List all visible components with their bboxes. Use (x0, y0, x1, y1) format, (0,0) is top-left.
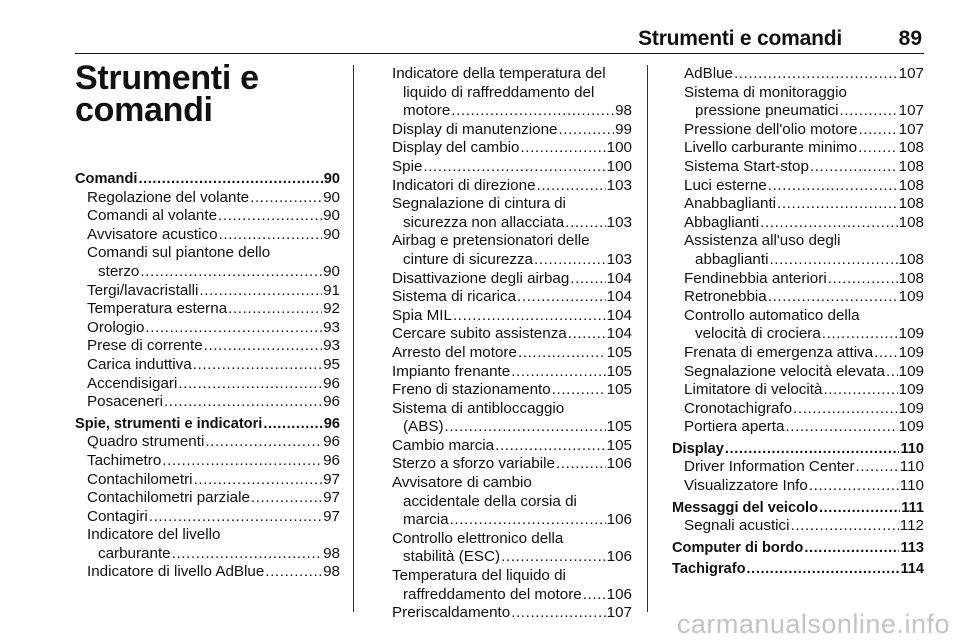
toc-entry[interactable] (672, 477, 924, 496)
toc-entry-page: 108 (898, 195, 924, 213)
toc-entry-page: 106 (606, 511, 632, 529)
toc-entry-label: Disattivazione degli airbag (392, 269, 570, 287)
toc-entry-label: Indicatore del livello (87, 526, 221, 544)
toc-leader-dots (501, 548, 606, 567)
running-head (75, 27, 924, 54)
toc-leader-dots (537, 177, 606, 196)
toc-section-entry[interactable] (672, 560, 924, 579)
toc-entry-page: 108 (898, 176, 924, 194)
toc-entry-label: Indicatori di direzione (392, 176, 536, 194)
toc-entry-label: Controllo elettronico della (392, 529, 564, 547)
toc-entry-page: 114 (900, 561, 924, 578)
toc-leader-dots (517, 288, 606, 307)
toc-entry[interactable] (672, 381, 924, 400)
toc-entry-label: Comandi al volante (87, 207, 218, 225)
watermark: carmanualsonline.info (676, 609, 950, 639)
toc-entry-label: Luci esterne (684, 176, 767, 194)
toc-entry-label: Tachimetro (87, 451, 162, 469)
toc-entry-page: 109 (898, 399, 924, 417)
toc-entry-label: motore (403, 102, 451, 120)
toc-entry-page: 107 (898, 120, 924, 138)
toc-entry-label: sicurezza non allacciata (403, 213, 565, 231)
toc-entry-page: 107 (606, 604, 632, 622)
toc-entry-page: 99 (615, 120, 632, 138)
toc-entry[interactable] (672, 288, 924, 307)
toc-entry[interactable] (75, 189, 340, 208)
toc-entry-page: 104 (606, 288, 632, 306)
toc-entry-label: Comandi sul piantone dello (87, 244, 271, 262)
toc-leader-dots (250, 189, 322, 208)
toc-entry[interactable] (75, 489, 340, 508)
toc-entry-label: abbaglianti (695, 250, 769, 268)
toc-entry[interactable] (75, 337, 340, 356)
toc-entry-page: 110 (899, 477, 924, 495)
toc-leader-dots (858, 121, 897, 140)
toc-leader-dots (725, 440, 900, 459)
toc-entry[interactable] (672, 177, 924, 196)
toc-entry[interactable] (380, 65, 632, 121)
toc-entry-page: 110 (900, 440, 924, 457)
toc-leader-dots (858, 139, 898, 158)
toc-entry-label: Display (672, 440, 724, 457)
toc-leader-dots (822, 325, 898, 344)
toc-entry-label: Display di manutenzione (392, 120, 558, 138)
toc-entry[interactable] (672, 270, 924, 289)
toc-leader-dots (511, 363, 605, 382)
toc-leader-dots (804, 539, 899, 558)
toc-entry-page: 90 (323, 188, 340, 206)
toc-entry-page: 109 (898, 288, 924, 306)
toc-entry-page: 108 (898, 269, 924, 287)
toc-entry-label: Spie, strumenti e indicatori (75, 415, 263, 432)
toc-entry-label: Abbaglianti (684, 213, 760, 231)
toc-entry-page: 97 (323, 470, 340, 488)
toc-entry-label: Temperatura esterna (87, 300, 228, 318)
toc-entry[interactable] (75, 244, 340, 281)
toc-leader-dots (568, 325, 606, 344)
toc-leader-dots (162, 452, 322, 471)
toc-entry-label: stabilità (ESC) (403, 548, 501, 566)
chapter-title-line: comandi (75, 91, 213, 129)
toc-entry[interactable] (380, 158, 632, 177)
toc-column-1 (75, 170, 340, 582)
toc-leader-dots (445, 418, 606, 437)
toc-leader-dots (760, 214, 898, 233)
toc-entry-label: Contachilometri (87, 470, 193, 488)
toc-leader-dots (511, 604, 605, 623)
toc-entry[interactable] (380, 567, 632, 604)
toc-entry[interactable] (380, 270, 632, 289)
toc-entry-page: 96 (323, 433, 340, 451)
toc-leader-dots (777, 195, 898, 214)
toc-entry[interactable] (672, 363, 924, 382)
toc-entry-page: 107 (898, 65, 924, 82)
toc-entry-label: Controllo automatico della (684, 306, 860, 324)
toc-leader-dots (809, 477, 899, 496)
toc-entry[interactable] (672, 214, 924, 233)
toc-entry-page: 90 (323, 171, 340, 187)
toc-entry-page: 98 (615, 102, 632, 120)
toc-entry-label: Sistema di ricarica (392, 288, 517, 306)
toc-entry-label: Segnalazione di cintura di (392, 195, 566, 213)
toc-leader-dots (164, 393, 322, 412)
toc-entry-label: Segnali acustici (684, 517, 790, 535)
toc-leader-dots (583, 586, 606, 605)
toc-leader-dots (556, 455, 606, 474)
toc-entry[interactable] (75, 526, 340, 563)
toc-entry-label: carburante (98, 544, 171, 562)
toc-leader-dots (265, 563, 322, 582)
toc-section-entry[interactable] (75, 415, 340, 434)
toc-entry[interactable] (75, 508, 340, 527)
toc-entry[interactable] (380, 474, 632, 530)
toc-entry-page: 105 (606, 381, 632, 399)
toc-entry[interactable] (672, 418, 924, 437)
toc-leader-dots (840, 102, 898, 121)
toc-entry-page: 113 (900, 539, 924, 556)
toc-entry-page: 104 (606, 269, 632, 287)
toc-entry-page: 104 (606, 306, 632, 324)
toc-entry[interactable] (672, 84, 924, 121)
toc-entry[interactable] (380, 139, 632, 158)
toc-entry-label: Impianto frenante (392, 362, 511, 380)
toc-leader-dots (423, 158, 605, 177)
toc-entry-label: Avvisatore di cambio (392, 474, 532, 492)
toc-entry[interactable] (75, 207, 340, 226)
toc-entry-page: 100 (606, 157, 632, 175)
toc-entry-label: Indicatore della temperatura del (392, 65, 606, 82)
toc-leader-dots (218, 207, 322, 226)
toc-entry[interactable] (672, 139, 924, 158)
toc-entry[interactable] (672, 458, 924, 477)
toc-entry-label: Accendisigari (87, 374, 178, 392)
toc-entry-page: 95 (323, 355, 340, 373)
toc-entry-label: Posaceneri (87, 393, 163, 411)
toc-entry-label: liquido di raffreddamento del (403, 83, 595, 101)
toc-entry-label: Display del cambio (392, 139, 520, 157)
toc-section-entry[interactable] (672, 499, 924, 518)
toc-leader-dots (785, 418, 897, 437)
toc-leader-dots (205, 433, 322, 452)
toc-entry[interactable] (75, 563, 340, 582)
toc-entry-page: 106 (606, 585, 632, 603)
toc-entry-page: 105 (606, 418, 632, 436)
toc-entry-page: 96 (323, 415, 340, 432)
toc-leader-dots (219, 226, 323, 245)
toc-entry[interactable] (380, 307, 632, 326)
toc-entry-label: Segnalazione velocità elevata (684, 362, 885, 380)
toc-entry[interactable] (75, 282, 340, 301)
toc-entry[interactable] (75, 471, 340, 490)
toc-leader-dots (518, 344, 606, 363)
toc-entry-label: Indicatore di livello AdBlue (87, 563, 265, 581)
toc-entry[interactable] (380, 325, 632, 344)
column-divider (353, 65, 354, 612)
toc-leader-dots (193, 356, 322, 375)
toc-section-entry[interactable] (672, 440, 924, 459)
toc-leader-dots (823, 381, 897, 400)
page-number: 89 (898, 27, 922, 50)
toc-entry-page: 108 (898, 250, 924, 268)
toc-entry-label: Sterzo a sforzo variabile (392, 455, 555, 473)
toc-entry-label: Quadro strumenti (87, 433, 205, 451)
toc-entry-page: 109 (898, 418, 924, 436)
toc-entry-label: Avvisatore acustico (87, 225, 218, 243)
toc-entry-label: Cercare subito assistenza (392, 325, 567, 343)
toc-entry-page: 104 (606, 325, 632, 343)
toc-entry-label: Prese di corrente (87, 337, 203, 355)
toc-entry[interactable] (380, 121, 632, 140)
toc-entry[interactable] (75, 356, 340, 375)
toc-leader-dots (520, 139, 605, 158)
toc-entry-page: 98 (323, 563, 340, 581)
toc-entry[interactable] (672, 65, 924, 84)
toc-entry-label: (ABS) (403, 418, 444, 436)
toc-entry[interactable] (380, 604, 632, 623)
toc-entry-page: 103 (606, 250, 632, 268)
toc-entry-page: 107 (898, 102, 924, 120)
toc-entry-label: Driver Information Center (684, 458, 855, 476)
toc-entry-label: Messaggi del veicolo (672, 499, 818, 516)
toc-leader-dots (768, 288, 898, 307)
toc-entry[interactable] (672, 517, 924, 536)
toc-entry[interactable] (380, 177, 632, 196)
toc-leader-dots (747, 560, 900, 579)
toc-leader-dots (138, 170, 322, 189)
toc-leader-dots (228, 300, 322, 319)
toc-leader-dots (570, 270, 605, 289)
toc-entry-label: Computer di bordo (672, 539, 804, 556)
toc-entry-page: 110 (899, 458, 924, 476)
toc-entry-label: Spie (392, 157, 423, 175)
toc-entry-label: Contachilometri parziale (87, 489, 250, 507)
toc-leader-dots (450, 511, 606, 530)
toc-entry-label: marcia (403, 511, 449, 529)
toc-leader-dots (886, 363, 898, 382)
toc-entry-page: 108 (898, 139, 924, 157)
toc-entry-label: Sistema Start-stop (684, 157, 809, 175)
toc-entry-label: Tachigrafo (672, 561, 746, 578)
toc-entry[interactable] (75, 433, 340, 452)
toc-leader-dots (874, 344, 898, 363)
toc-leader-dots (819, 499, 900, 518)
toc-entry-page: 108 (898, 157, 924, 175)
toc-entry-label: Limitatore di velocità (684, 381, 823, 399)
chapter-title (75, 59, 345, 129)
toc-leader-dots (149, 508, 322, 527)
toc-leader-dots (263, 415, 322, 434)
toc-entry[interactable] (672, 195, 924, 214)
toc-leader-dots (172, 545, 322, 564)
toc-entry-label: sterzo (98, 262, 140, 280)
toc-entry-page: 106 (606, 455, 632, 473)
toc-leader-dots (204, 337, 322, 356)
toc-entry-label: pressione pneumatici (695, 102, 839, 120)
toc-entry[interactable] (672, 307, 924, 344)
toc-entry-page: 98 (323, 544, 340, 562)
toc-entry-page: 103 (606, 213, 632, 231)
toc-entry[interactable] (672, 121, 924, 140)
toc-entry[interactable] (380, 195, 632, 232)
toc-leader-dots (791, 517, 899, 536)
toc-entry-page: 97 (323, 507, 340, 525)
toc-leader-dots (451, 102, 614, 121)
toc-leader-dots (769, 251, 897, 270)
toc-entry-label: Comandi (75, 171, 138, 187)
toc-entry-label: Pressione dell'olio motore (684, 120, 858, 138)
toc-leader-dots (565, 214, 605, 233)
toc-entry-label: Visualizzatore Info (684, 477, 808, 495)
toc-entry[interactable] (75, 300, 340, 319)
toc-entry-label: Sistema di antibloccaggio (392, 399, 565, 417)
toc-entry-label: Cronotachigrafo (684, 399, 793, 417)
toc-entry[interactable] (380, 344, 632, 363)
toc-entry-page: 109 (898, 343, 924, 361)
toc-entry-page: 109 (898, 325, 924, 343)
toc-section-entry[interactable] (75, 170, 340, 189)
toc-entry[interactable] (75, 375, 340, 394)
toc-leader-dots (140, 263, 322, 282)
toc-entry-page: 105 (606, 436, 632, 454)
toc-leader-dots (199, 282, 322, 301)
toc-entry-page: 96 (323, 374, 340, 392)
toc-leader-dots (495, 437, 606, 456)
toc-entry-label: Freno di stazionamento (392, 381, 551, 399)
toc-entry[interactable] (672, 158, 924, 177)
toc-entry-page: 90 (323, 225, 340, 243)
toc-entry-page: 90 (323, 207, 340, 225)
toc-entry-label: Sistema di monitoraggio (684, 83, 847, 101)
toc-entry[interactable] (672, 344, 924, 363)
toc-section-entry[interactable] (672, 539, 924, 558)
toc-entry-label: Portiera aperta (684, 418, 785, 436)
toc-leader-dots (810, 158, 898, 177)
toc-leader-dots (251, 489, 322, 508)
toc-column-3 (672, 65, 924, 579)
toc-entry-page: 109 (898, 381, 924, 399)
toc-entry-label: Temperatura del liquido di (392, 567, 566, 585)
toc-entry-label: Tergi/lavacristalli (87, 281, 199, 299)
toc-entry-label: Regolazione del volante (87, 188, 250, 206)
toc-leader-dots (178, 375, 322, 394)
toc-entry-label: Frenata di emergenza attiva (684, 343, 874, 361)
toc-leader-dots (828, 270, 898, 289)
toc-entry[interactable] (380, 437, 632, 456)
toc-entry-label: Livello carburante minimo (684, 139, 858, 157)
toc-entry-label: Arresto del motore (392, 343, 517, 361)
toc-entry[interactable] (75, 393, 340, 412)
toc-entry-page: 106 (606, 548, 632, 566)
toc-entry-page: 92 (323, 300, 340, 318)
toc-entry-page: 96 (323, 451, 340, 469)
toc-entry-page: 103 (606, 176, 632, 194)
toc-entry-label: Carica induttiva (87, 355, 192, 373)
toc-entry-label: raffreddamento del motore (403, 585, 582, 603)
toc-entry-page: 90 (323, 262, 340, 280)
toc-entry[interactable] (380, 288, 632, 307)
toc-entry-label: Cambio marcia (392, 436, 495, 454)
toc-entry-page: 100 (606, 139, 632, 157)
toc-entry-label: Orologio (87, 318, 145, 336)
toc-entry-page: 111 (901, 499, 924, 516)
toc-entry[interactable] (380, 455, 632, 474)
toc-column-2 (380, 65, 632, 623)
toc-leader-dots (793, 400, 898, 419)
toc-leader-dots (552, 381, 606, 400)
toc-entry-page: 91 (323, 281, 340, 299)
toc-leader-dots (145, 319, 322, 338)
toc-leader-dots (734, 65, 898, 84)
toc-entry-label: AdBlue (684, 65, 733, 82)
toc-leader-dots (534, 251, 606, 270)
toc-entry-page: 97 (323, 489, 340, 507)
toc-entry-page: 112 (899, 517, 924, 535)
toc-entry-label: velocità di crociera (695, 325, 821, 343)
toc-entry-label: Assistenza all'uso degli (684, 232, 841, 250)
toc-entry-label: cinture di sicurezza (403, 250, 533, 268)
toc-entry-label: Spia MIL (392, 306, 452, 324)
toc-entry-page: 93 (323, 318, 340, 336)
toc-entry[interactable] (75, 319, 340, 338)
toc-entry-label: Contagiri (87, 507, 148, 525)
toc-entry[interactable] (672, 400, 924, 419)
toc-leader-dots (194, 471, 323, 490)
toc-entry-label: Anabbaglianti (684, 195, 777, 213)
toc-entry[interactable] (380, 363, 632, 382)
toc-entry-label: Retronebbia (684, 288, 767, 306)
toc-entry[interactable] (380, 381, 632, 400)
toc-entry[interactable] (380, 530, 632, 567)
toc-entry-label: Preriscaldamento (392, 604, 511, 622)
toc-entry[interactable] (672, 232, 924, 269)
column-divider (647, 65, 648, 612)
running-head-title: Strumenti e comandi (638, 27, 842, 50)
toc-entry-page: 93 (323, 337, 340, 355)
toc-entry[interactable] (380, 232, 632, 269)
toc-leader-dots (856, 458, 899, 477)
toc-entry[interactable] (75, 452, 340, 471)
toc-leader-dots (558, 121, 614, 140)
toc-entry-label: Airbag e pretensionatori delle (392, 232, 590, 250)
toc-entry-page: 96 (323, 393, 340, 411)
toc-entry[interactable] (75, 226, 340, 245)
toc-leader-dots (768, 177, 898, 196)
toc-entry-page: 105 (606, 343, 632, 361)
toc-entry-label: Fendinebbia anteriori (684, 269, 827, 287)
toc-entry-page: 109 (898, 362, 924, 380)
toc-entry-page: 105 (606, 362, 632, 380)
toc-entry[interactable] (380, 400, 632, 437)
chapter-title-line: Strumenti e (75, 59, 259, 97)
toc-entry-label: accidentale della corsia di (403, 492, 577, 510)
toc-entry-page: 108 (898, 213, 924, 231)
toc-leader-dots (453, 307, 606, 326)
